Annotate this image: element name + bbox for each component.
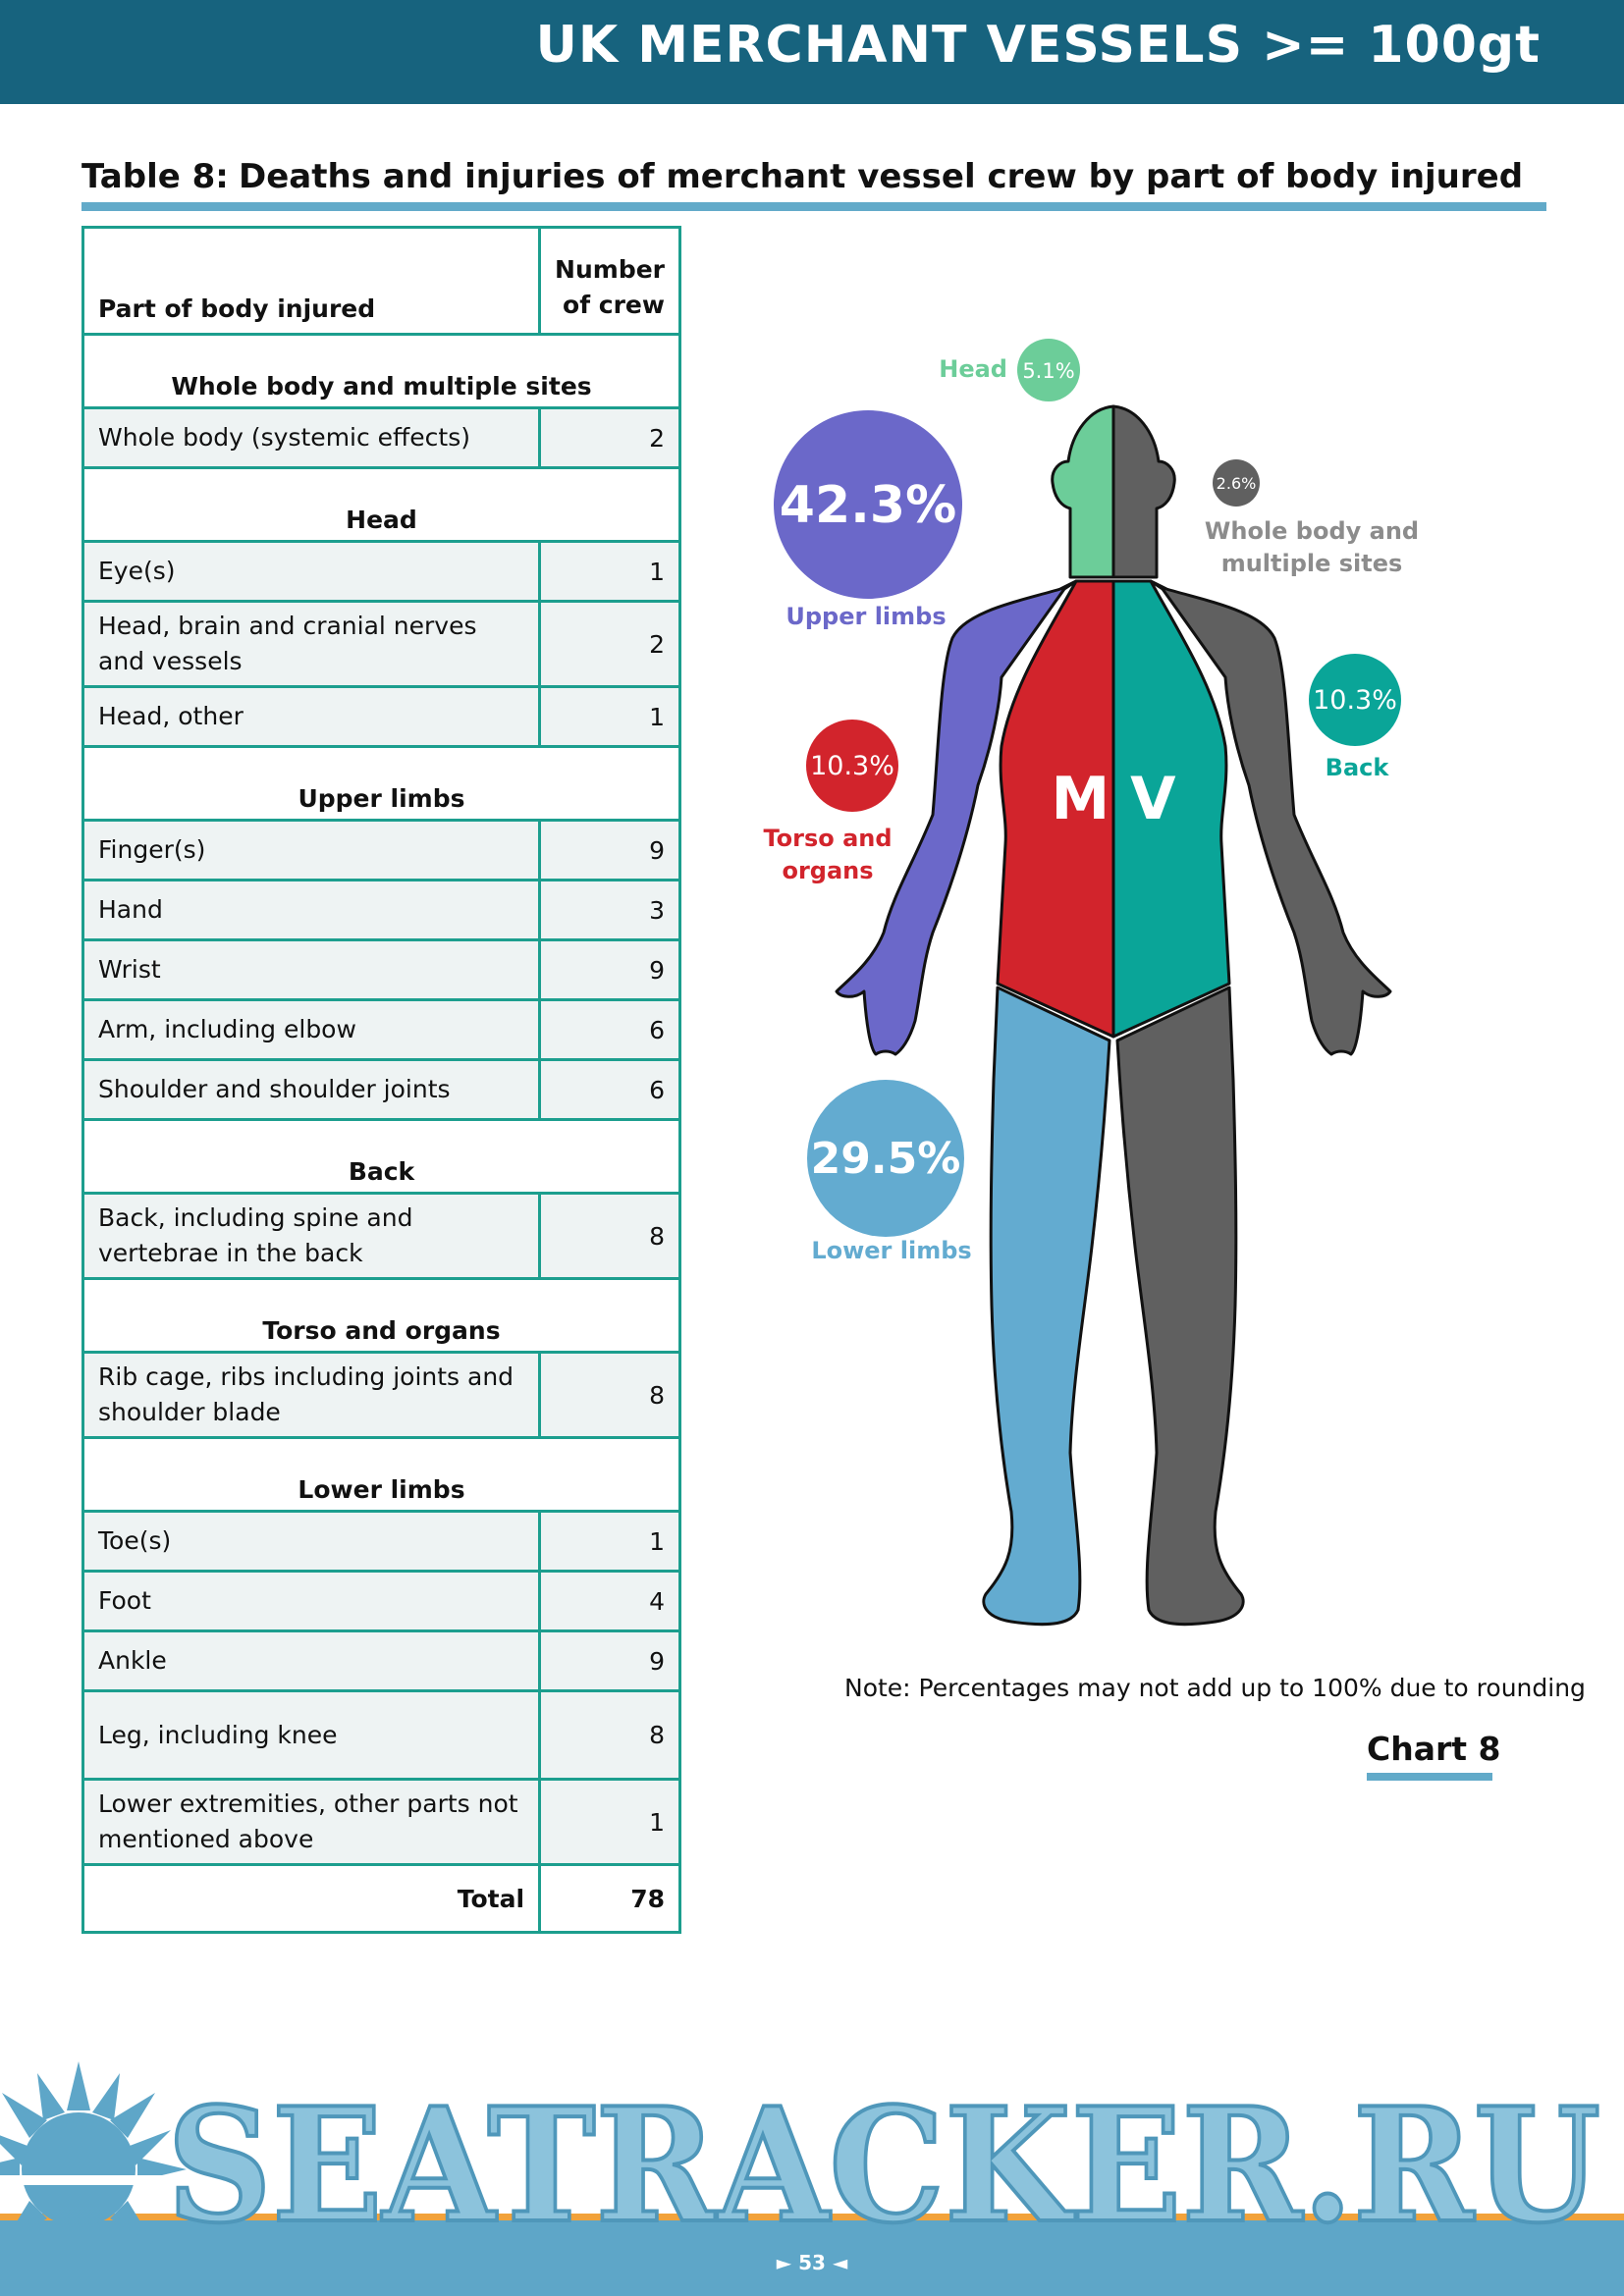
total-row bbox=[83, 1865, 680, 1933]
body-part-table bbox=[81, 226, 681, 1934]
row-label: Leg, including knee bbox=[83, 1691, 540, 1780]
row-value: 9 bbox=[540, 821, 680, 881]
row-label: Finger(s) bbox=[83, 821, 540, 881]
total-label: Total bbox=[83, 1865, 540, 1933]
row-value: 9 bbox=[540, 1631, 680, 1691]
rounding-note: Note: Percentages may not add up to 100% due to rounding bbox=[844, 1674, 1586, 1702]
table-row bbox=[83, 1631, 680, 1691]
table-row bbox=[83, 602, 680, 687]
row-label: Foot bbox=[83, 1572, 540, 1631]
head-region bbox=[1053, 406, 1113, 577]
row-label: Ankle bbox=[83, 1631, 540, 1691]
lower-limbs-region bbox=[984, 988, 1110, 1625]
table-title-text: Deaths and injuries of merchant vessel crew by part of body injured bbox=[239, 157, 1524, 196]
watermark-text: SEATRACKER.RU bbox=[167, 2073, 1600, 2258]
page-header-title: UK MERCHANT VESSELS >= 100gt bbox=[535, 16, 1541, 75]
table-row bbox=[83, 1000, 680, 1060]
upper-limbs-label: Upper limbs bbox=[785, 603, 947, 630]
table-row bbox=[83, 1353, 680, 1438]
upper-limbs-pct: 42.3% bbox=[779, 476, 957, 535]
section-heading-row bbox=[83, 747, 680, 821]
head-pct: 5.1% bbox=[1022, 359, 1075, 383]
whole-body-label-line1: Whole body and bbox=[1204, 517, 1420, 545]
whole-body-label-line2: multiple sites bbox=[1220, 550, 1403, 577]
row-label: Arm, including elbow bbox=[83, 1000, 540, 1060]
row-value: 4 bbox=[540, 1572, 680, 1631]
table-number: Table 8: bbox=[81, 157, 229, 196]
torso-label-line1: Torso and bbox=[763, 825, 893, 852]
section-heading: Torso and organs bbox=[83, 1279, 680, 1353]
row-value: 8 bbox=[540, 1194, 680, 1279]
row-value: 6 bbox=[540, 1000, 680, 1060]
row-label: Lower extremities, other parts not mentioned above bbox=[83, 1780, 540, 1865]
section-heading: Back bbox=[83, 1120, 680, 1194]
row-label: Back, including spine and vertebrae in the back bbox=[83, 1194, 540, 1279]
page-number: ► 53 ◄ bbox=[776, 2251, 848, 2274]
back-pct: 10.3% bbox=[1313, 685, 1397, 716]
row-label: Rib cage, ribs including joints and shoulder blade bbox=[83, 1353, 540, 1438]
body-letters: M V bbox=[1051, 765, 1176, 833]
row-value: 1 bbox=[540, 1512, 680, 1572]
back-label: Back bbox=[1325, 754, 1389, 781]
head-label: Head bbox=[939, 355, 1007, 383]
chart-label: Chart 8 bbox=[1367, 1730, 1501, 1768]
row-value: 1 bbox=[540, 542, 680, 602]
table-row bbox=[83, 1194, 680, 1279]
row-label: Toe(s) bbox=[83, 1512, 540, 1572]
table-row bbox=[83, 542, 680, 602]
section-heading-row bbox=[83, 1279, 680, 1353]
row-label: Wrist bbox=[83, 940, 540, 1000]
row-value: 6 bbox=[540, 1060, 680, 1120]
chart-label-rule bbox=[1367, 1773, 1492, 1781]
row-label: Whole body (systemic effects) bbox=[83, 408, 540, 468]
column-header-number-line2: of crew bbox=[563, 291, 665, 319]
section-heading: Lower limbs bbox=[83, 1438, 680, 1512]
lower-limbs-pct: 29.5% bbox=[810, 1134, 961, 1184]
section-heading-row bbox=[83, 1120, 680, 1194]
section-heading-row bbox=[83, 468, 680, 542]
table-row bbox=[83, 821, 680, 881]
whole-body-leg-region bbox=[1117, 988, 1243, 1625]
table-row bbox=[83, 881, 680, 940]
table-title bbox=[81, 157, 1523, 196]
row-value: 9 bbox=[540, 940, 680, 1000]
row-label: Hand bbox=[83, 881, 540, 940]
table-row bbox=[83, 1060, 680, 1120]
column-header-number bbox=[540, 228, 680, 335]
column-header-part: Part of body injured bbox=[83, 228, 540, 335]
row-value: 8 bbox=[540, 1691, 680, 1780]
table-header-row bbox=[83, 228, 680, 335]
row-value: 3 bbox=[540, 881, 680, 940]
whole-body-pct: 2.6% bbox=[1216, 474, 1257, 493]
torso-pct: 10.3% bbox=[810, 751, 894, 781]
table-row bbox=[83, 1691, 680, 1780]
row-value: 2 bbox=[540, 408, 680, 468]
row-label: Eye(s) bbox=[83, 542, 540, 602]
section-heading-row bbox=[83, 335, 680, 408]
whole-body-head-region bbox=[1113, 406, 1174, 577]
section-heading: Upper limbs bbox=[83, 747, 680, 821]
row-value: 8 bbox=[540, 1353, 680, 1438]
table-row bbox=[83, 940, 680, 1000]
row-label: Head, brain and cranial nerves and vessels bbox=[83, 602, 540, 687]
column-header-number-line1: Number bbox=[555, 255, 665, 284]
row-label: Shoulder and shoulder joints bbox=[83, 1060, 540, 1120]
title-rule bbox=[81, 202, 1546, 211]
table-row bbox=[83, 408, 680, 468]
section-heading-row bbox=[83, 1438, 680, 1512]
row-label: Head, other bbox=[83, 687, 540, 747]
torso-label-line2: organs bbox=[782, 857, 874, 884]
row-value: 2 bbox=[540, 602, 680, 687]
lower-limbs-label: Lower limbs bbox=[811, 1237, 972, 1264]
row-value: 1 bbox=[540, 687, 680, 747]
header-bar bbox=[0, 0, 1624, 104]
table-row bbox=[83, 1512, 680, 1572]
section-heading: Whole body and multiple sites bbox=[83, 335, 680, 408]
row-value: 1 bbox=[540, 1780, 680, 1865]
table-row bbox=[83, 687, 680, 747]
table-row bbox=[83, 1572, 680, 1631]
table-row bbox=[83, 1780, 680, 1865]
section-heading: Head bbox=[83, 468, 680, 542]
body-injury-figure bbox=[746, 334, 1434, 1649]
total-value: 78 bbox=[540, 1865, 680, 1933]
